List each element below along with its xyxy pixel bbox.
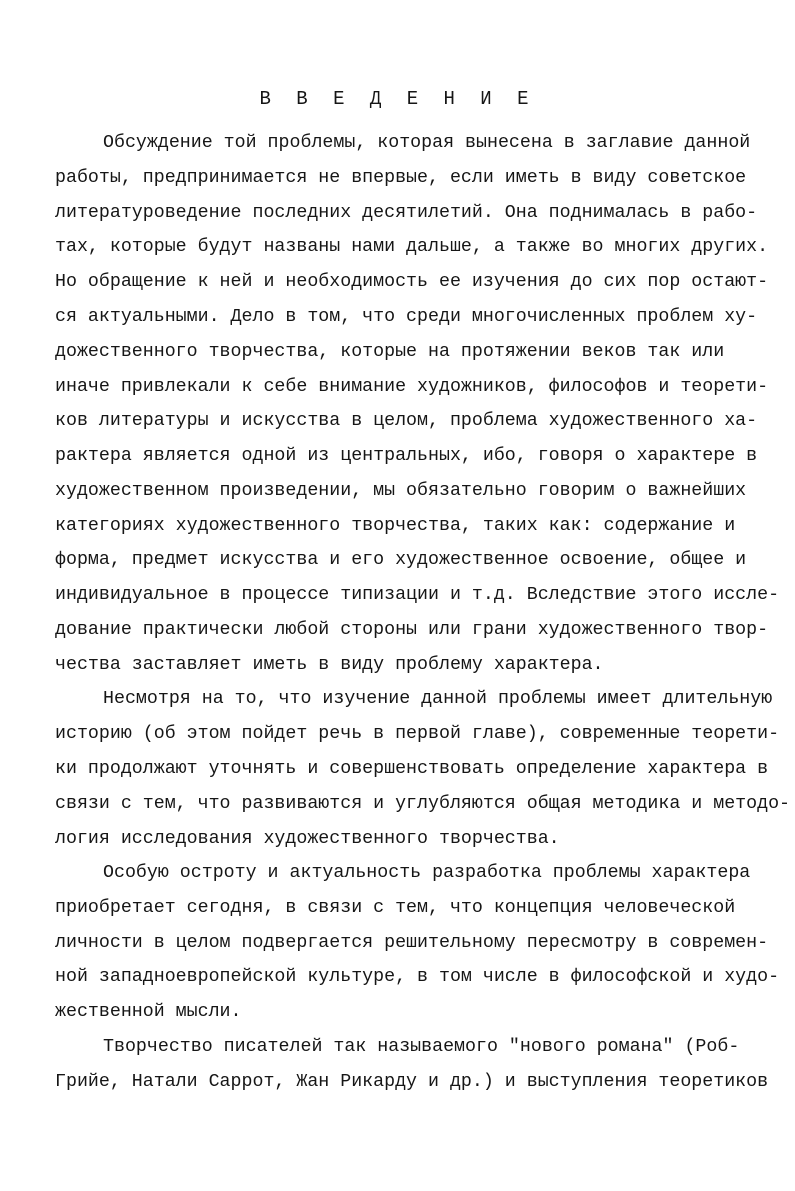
text-line: работы, предпринимается не впервые, если иметь в виду советское bbox=[55, 168, 747, 188]
document-title: В В Е Д Е Н И Е bbox=[259, 88, 536, 110]
text-line: категориях художественного творчества, таких как: содержание и bbox=[55, 516, 736, 536]
text-line: иначе привлекали к себе внимание художников, философов и теорети- bbox=[55, 377, 769, 397]
text-line: дование практически любой стороны или грани художественного твор- bbox=[55, 620, 769, 640]
text-line: Обсуждение той проблемы, которая вынесена в заглавие данной bbox=[103, 133, 751, 153]
text-line: дожественного творчества, которые на протяжении веков так или bbox=[55, 342, 725, 362]
text-line: Творчество писателей так называемого "нового романа" (Роб- bbox=[103, 1037, 740, 1057]
text-line: историю (об этом пойдет речь в первой главе), современные теорети- bbox=[55, 724, 780, 744]
text-line: Несмотря на то, что изучение данной проблемы имеет длительную bbox=[103, 689, 773, 709]
text-line: приобретает сегодня, в связи с тем, что концепция человеческой bbox=[55, 898, 736, 918]
text-line: Особую остроту и актуальность разработка проблемы характера bbox=[103, 863, 751, 883]
text-line: художественном произведении, мы обязательно говорим о важнейших bbox=[55, 481, 747, 501]
text-line: индивидуальное в процессе типизации и т.д. Вследствие этого иссле- bbox=[55, 585, 780, 605]
text-line: ной западноевропейской культуре, в том числе в философской и худо- bbox=[55, 967, 780, 987]
text-line: форма, предмет искусства и его художественное освоение, общее и bbox=[55, 550, 747, 570]
text-line: рактера является одной из центральных, ибо, говоря о характере в bbox=[55, 446, 758, 466]
text-line: ки продолжают уточнять и совершенствовать определение характера в bbox=[55, 759, 769, 779]
text-line: жественной мысли. bbox=[55, 1002, 242, 1022]
text-line: ся актуальными. Дело в том, что среди многочисленных проблем ху- bbox=[55, 307, 758, 327]
text-line: Грийе, Натали Саррот, Жан Рикарду и др.) и выступления теоретиков bbox=[55, 1072, 769, 1092]
text-line: логия исследования художественного творчества. bbox=[55, 829, 560, 849]
text-line: личности в целом подвергается решительному пересмотру в современ- bbox=[55, 933, 769, 953]
text-line: чества заставляет иметь в виду проблему характера. bbox=[55, 655, 604, 675]
text-line: литературоведение последних десятилетий. Она поднималась в рабо- bbox=[55, 203, 758, 223]
text-line: Но обращение к ней и необходимость ее изучения до сих пор остают- bbox=[55, 272, 769, 292]
text-line: связи с тем, что развиваются и углубляются общая методика и методо- bbox=[55, 794, 791, 814]
text-line: тах, которые будут названы нами дальше, а также во многих других. bbox=[55, 237, 769, 257]
text-line: ков литературы и искусства в целом, проблема художественного ха- bbox=[55, 411, 758, 431]
